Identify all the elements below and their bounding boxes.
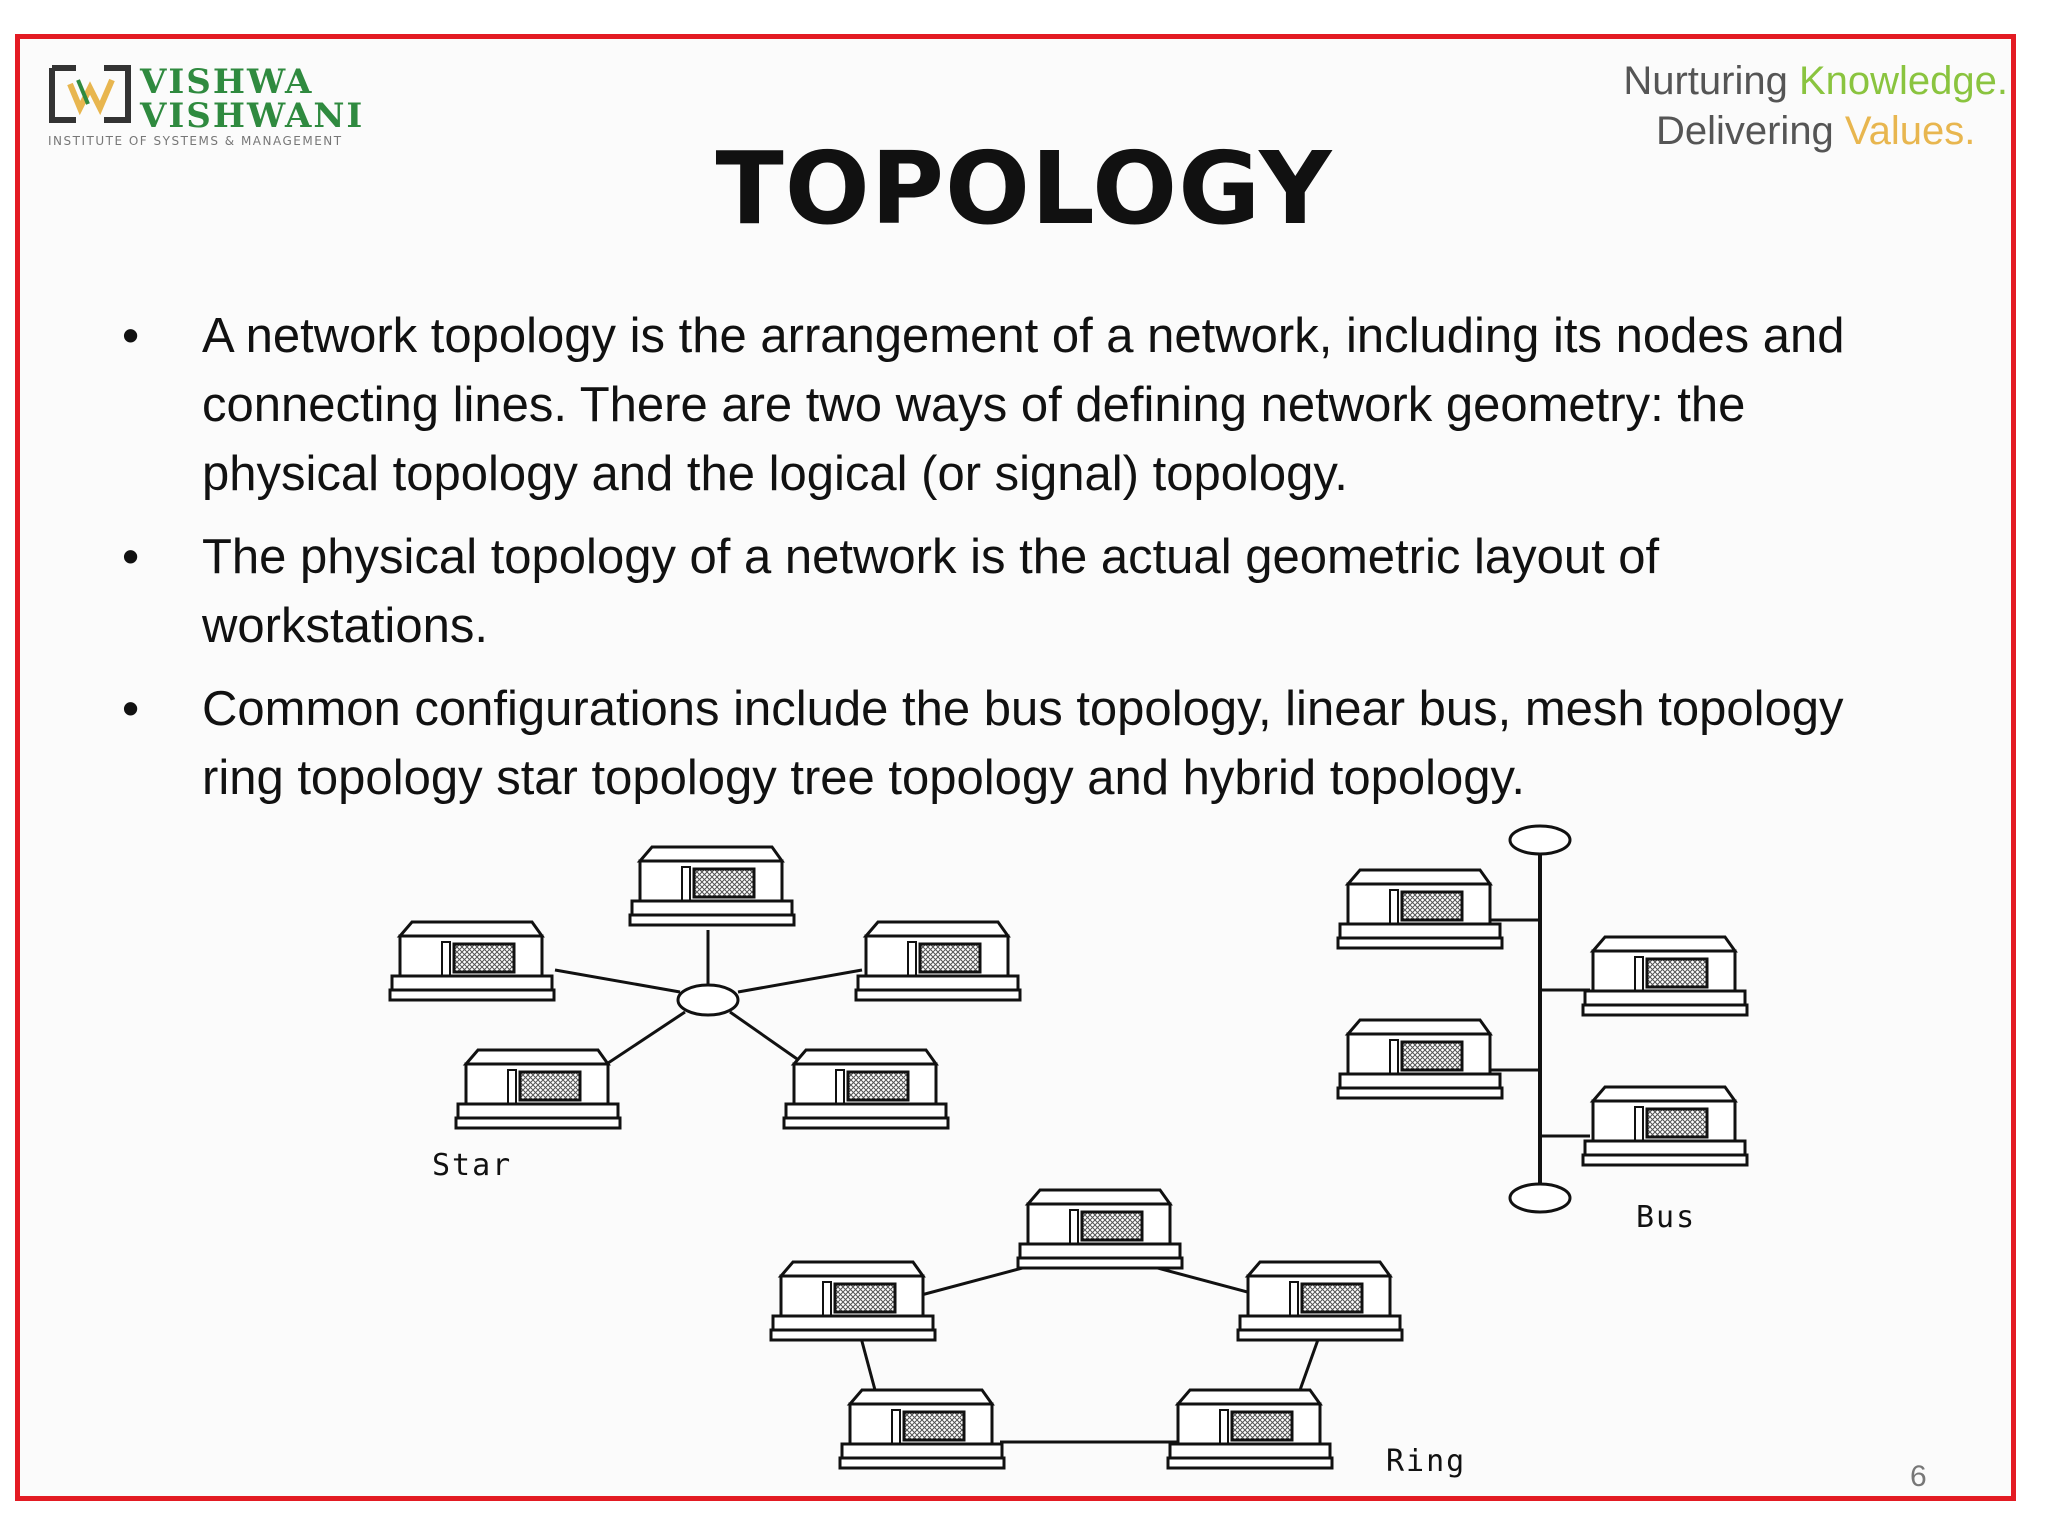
bullet-text-1: A network topology is the arrangement of a network, including its nodes and connecting lines. There are two ways of defining network geometry: the physical topology and the logical (or signal) topology. (202, 309, 1845, 501)
bullet-text-2: The physical topology of a network is the actual geometric layout of workstations. (202, 530, 1660, 653)
logo-line2: VISHWANI (140, 96, 365, 136)
bullet-item-2 (120, 523, 1920, 661)
tagline-line1 (1623, 56, 2008, 106)
tagline-line2-a: Delivering (1655, 109, 1845, 153)
logo-subtitle: INSTITUTE OF SYSTEMS & MANAGEMENT (48, 134, 343, 148)
bullet-dot-icon: • (122, 309, 140, 363)
bus-caption: Bus (1636, 1200, 1697, 1235)
ring-caption: Ring (1386, 1444, 1467, 1479)
tagline-line1-b: Knowledge. (1798, 59, 2008, 103)
page-number: 6 (1910, 1460, 1927, 1493)
tagline-line1-a: Nurturing (1623, 59, 1799, 103)
slide-title: TOPOLOGY (715, 130, 1333, 247)
logo-emblem-icon (48, 64, 132, 124)
bullet-dot-icon: • (122, 682, 140, 736)
bullet-text-3: Common configurations include the bus topology, linear bus, mesh topology ring topology star topology tree topology and hybrid topology. (202, 682, 1844, 805)
tagline-line2-b: Values. (1844, 109, 1976, 153)
bullet-list (120, 302, 1920, 827)
logo-line1: VISHWA (140, 62, 314, 102)
bullet-item-1 (120, 302, 1920, 509)
bullet-item-3 (120, 675, 1920, 813)
bullet-dot-icon: • (122, 530, 140, 584)
star-caption: Star (432, 1148, 513, 1183)
